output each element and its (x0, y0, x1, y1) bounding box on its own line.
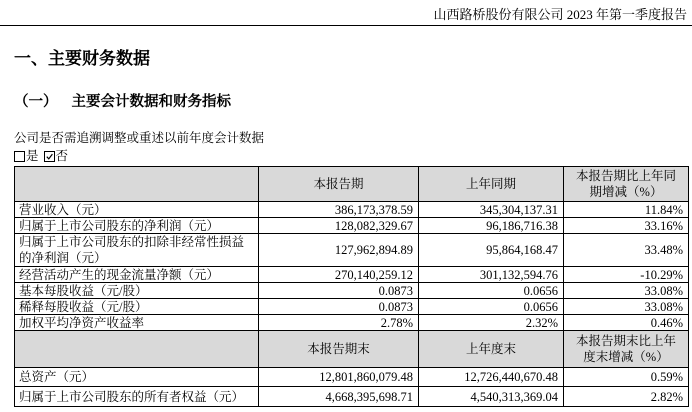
row-label: 经营活动产生的现金流量净额（元） (15, 267, 259, 283)
change-percent-value: -10.29% (564, 267, 689, 283)
row-label-line-1: 归属于上市公司股东的扣除非经常性损益 (19, 235, 245, 249)
row-label: 总资产（元） (15, 368, 259, 387)
table-row (15, 218, 689, 234)
option-no (44, 149, 69, 164)
current-period-value: 2.78% (259, 315, 419, 331)
row-label: 归属于上市公司股东的所有者权益（元） (15, 387, 259, 407)
table-row (15, 315, 689, 331)
header-current-period: 本报告期 (259, 167, 419, 202)
prior-period-value: 301,132,594.76 (419, 267, 564, 283)
header-change-line-1: 本报告期比上年同 (575, 169, 676, 183)
current-period-value: 386,173,378.59 (259, 202, 419, 218)
key-financial-data-table (14, 166, 689, 407)
prior-period-value: 0.0656 (419, 299, 564, 315)
table-row (15, 267, 689, 283)
header-change-line-1: 本报告期末比上年 (575, 334, 676, 348)
header-item-cell (15, 167, 259, 202)
subsection-heading (14, 93, 231, 111)
prior-period-value: 0.0656 (419, 283, 564, 299)
change-percent-value: 11.84% (564, 202, 689, 218)
change-percent-value: 2.82% (564, 387, 689, 407)
row-label: 稀释每股收益（元/股） (15, 299, 259, 315)
prior-period-value: 2.32% (419, 315, 564, 331)
period-end-value: 12,801,860,079.48 (259, 368, 419, 387)
period-header-row (15, 167, 689, 202)
table-row (15, 234, 689, 267)
row-label: 归属于上市公司股东的净利润（元） (15, 218, 259, 234)
row-label-line-2: 的净利润（元） (19, 251, 107, 265)
prior-period-value: 96,186,716.38 (419, 218, 564, 234)
prior-year-end-value: 12,726,440,670.48 (419, 368, 564, 387)
current-period-value: 0.0873 (259, 283, 419, 299)
current-period-value: 128,082,329.67 (259, 218, 419, 234)
header-item-cell (15, 331, 259, 368)
option-yes-label: 是 (26, 149, 39, 163)
change-percent-value: 33.48% (564, 234, 689, 267)
header-period-end-change-percent (564, 331, 689, 368)
header-change-line-2: 期增减（%） (589, 185, 663, 199)
table-row (15, 202, 689, 218)
change-percent-value: 33.16% (564, 218, 689, 234)
option-yes-checkbox-icon (14, 151, 25, 162)
change-percent-value: 0.59% (564, 368, 689, 387)
row-label: 营业收入（元） (15, 202, 259, 218)
section-title: 一、主要财务数据 (14, 49, 150, 68)
current-period-value: 0.0873 (259, 299, 419, 315)
current-period-value: 127,962,894.89 (259, 234, 419, 267)
restatement-question: 公司是否需追溯调整或重述以前年度会计数据 (14, 131, 265, 145)
prior-year-end-value: 4,540,313,369.04 (419, 387, 564, 407)
table-row (15, 387, 689, 407)
row-label: 基本每股收益（元/股） (15, 283, 259, 299)
period-end-value: 4,668,395,698.71 (259, 387, 419, 407)
table-row (15, 299, 689, 315)
prior-period-value: 95,864,168.47 (419, 234, 564, 267)
header-prior-year-end: 上年度末 (419, 331, 564, 368)
restatement-options (14, 149, 73, 164)
header-rule (0, 25, 692, 26)
check-mark-icon (45, 152, 54, 161)
table-row (15, 283, 689, 299)
header-change-line-2: 度末增减（%） (583, 350, 669, 364)
row-label (15, 234, 259, 267)
running-header: 山西路桥股份有限公司 2023 年第一季度报告 (433, 7, 687, 22)
change-percent-value: 0.46% (564, 315, 689, 331)
header-prior-period: 上年同期 (419, 167, 564, 202)
balance-header-row (15, 331, 689, 368)
option-no-label: 否 (55, 149, 69, 163)
table-row (15, 368, 689, 387)
subsection-title: 主要会计数据和财务指标 (71, 94, 231, 110)
header-change-percent (564, 167, 689, 202)
current-period-value: 270,140,259.12 (259, 267, 419, 283)
option-no-checkbox-icon (44, 151, 55, 162)
row-label: 加权平均净资产收益率 (15, 315, 259, 331)
subsection-number: （一） (14, 94, 58, 110)
option-yes (14, 149, 39, 164)
change-percent-value: 33.08% (564, 299, 689, 315)
change-percent-value: 33.08% (564, 283, 689, 299)
header-period-end: 本报告期末 (259, 331, 419, 368)
prior-period-value: 345,304,137.31 (419, 202, 564, 218)
